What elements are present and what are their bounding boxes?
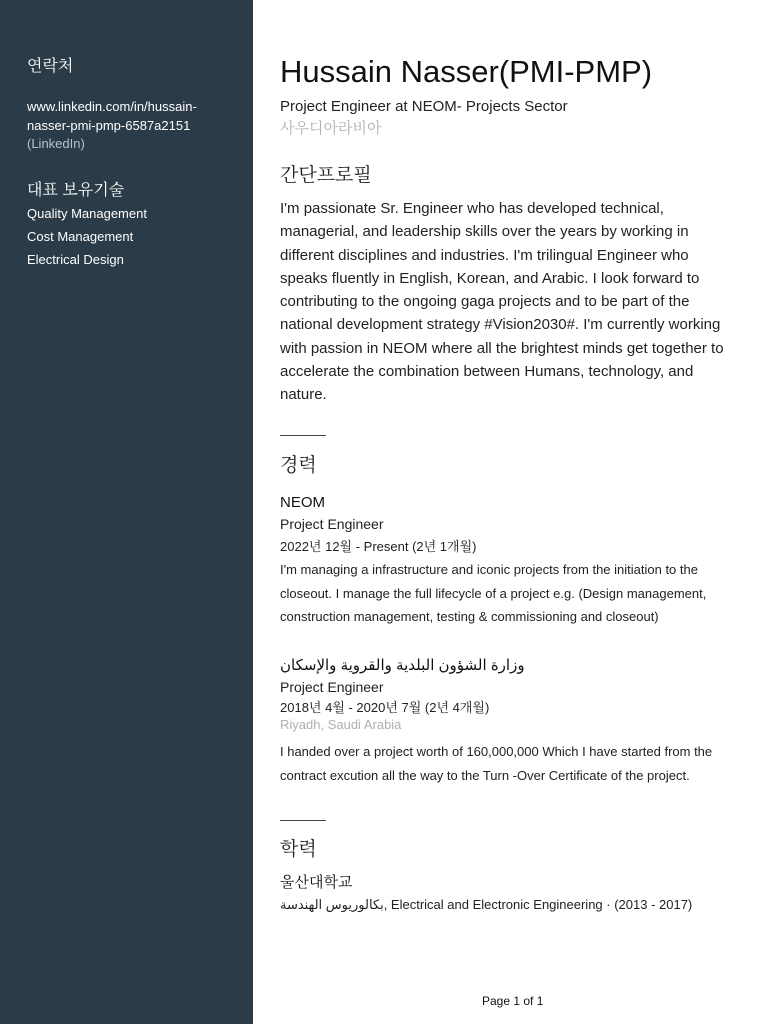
job-dates: 2018년 4월 - 2020년 7월 (2년 4개월) <box>280 700 490 715</box>
profile-name: Hussain Nasser(PMI-PMP) <box>280 54 653 89</box>
job-company: NEOM <box>280 494 325 511</box>
job-description: I handed over a project worth of 160,000,000 Which I have started from the contract excution all the way to the Turn -Over Certificate of the project. <box>280 744 713 783</box>
summary-heading: 간단프로필 <box>280 165 372 186</box>
education-detail: بكالوريوس الهندسة, Electrical and Electronic Engineering · (2013 - 2017) <box>280 897 693 912</box>
job-role: Project Engineer <box>280 516 384 532</box>
main-content <box>280 0 740 1024</box>
job-location: Riyadh, Saudi Arabia <box>280 717 402 732</box>
section-divider <box>280 820 326 821</box>
skill-item: Quality Management <box>27 206 147 221</box>
linkedin-label: (LinkedIn) <box>27 136 85 151</box>
skills-heading: 대표 보유기술 <box>27 182 125 199</box>
job-description: I'm managing a infrastructure and iconic projects from the initiation to the closeout. I manage the full lifecycle of a project e.g. (Design management, construction management, testing & commissioning and closeout) <box>280 562 707 624</box>
profile-headline: Project Engineer at NEOM- Projects Sector <box>280 98 568 115</box>
education-school: 울산대학교 <box>280 874 353 891</box>
education-heading: 학력 <box>280 839 317 860</box>
skill-item: Electrical Design <box>27 252 124 267</box>
sidebar <box>0 0 253 1024</box>
job-company: وزارة الشؤون البلدية والقروية والإسكان <box>280 657 525 674</box>
job-role: Project Engineer <box>280 679 384 695</box>
experience-heading: 경력 <box>280 455 317 476</box>
linkedin-link[interactable]: www.linkedin.com/in/hussain-nasser-pmi-pmp-6587a2151 <box>27 99 197 133</box>
section-divider <box>280 435 326 436</box>
profile-location: 사우디아라비아 <box>280 120 382 137</box>
job-dates: 2022년 12월 - Present (2년 1개월) <box>280 539 477 554</box>
skill-item: Cost Management <box>27 229 134 244</box>
page-number: Page 1 of 1 <box>482 994 544 1008</box>
summary-text: I'm passionate Sr. Engineer who has developed technical, managerial, and leadership skills over the years by working in different disciplines and industries. I'm trilingual Engineer who speaks fluently in English, Korean, and Arabic. I look forward to contributing to the ongoing gaga projects and to be part of the national development strategy #Vision2030#. I'm currently working with passion in NEOM where all the brightest minds get together to accelerate the combination between Humans, technology, and nature. <box>280 200 724 404</box>
contact-heading: 연락처 <box>27 58 74 75</box>
